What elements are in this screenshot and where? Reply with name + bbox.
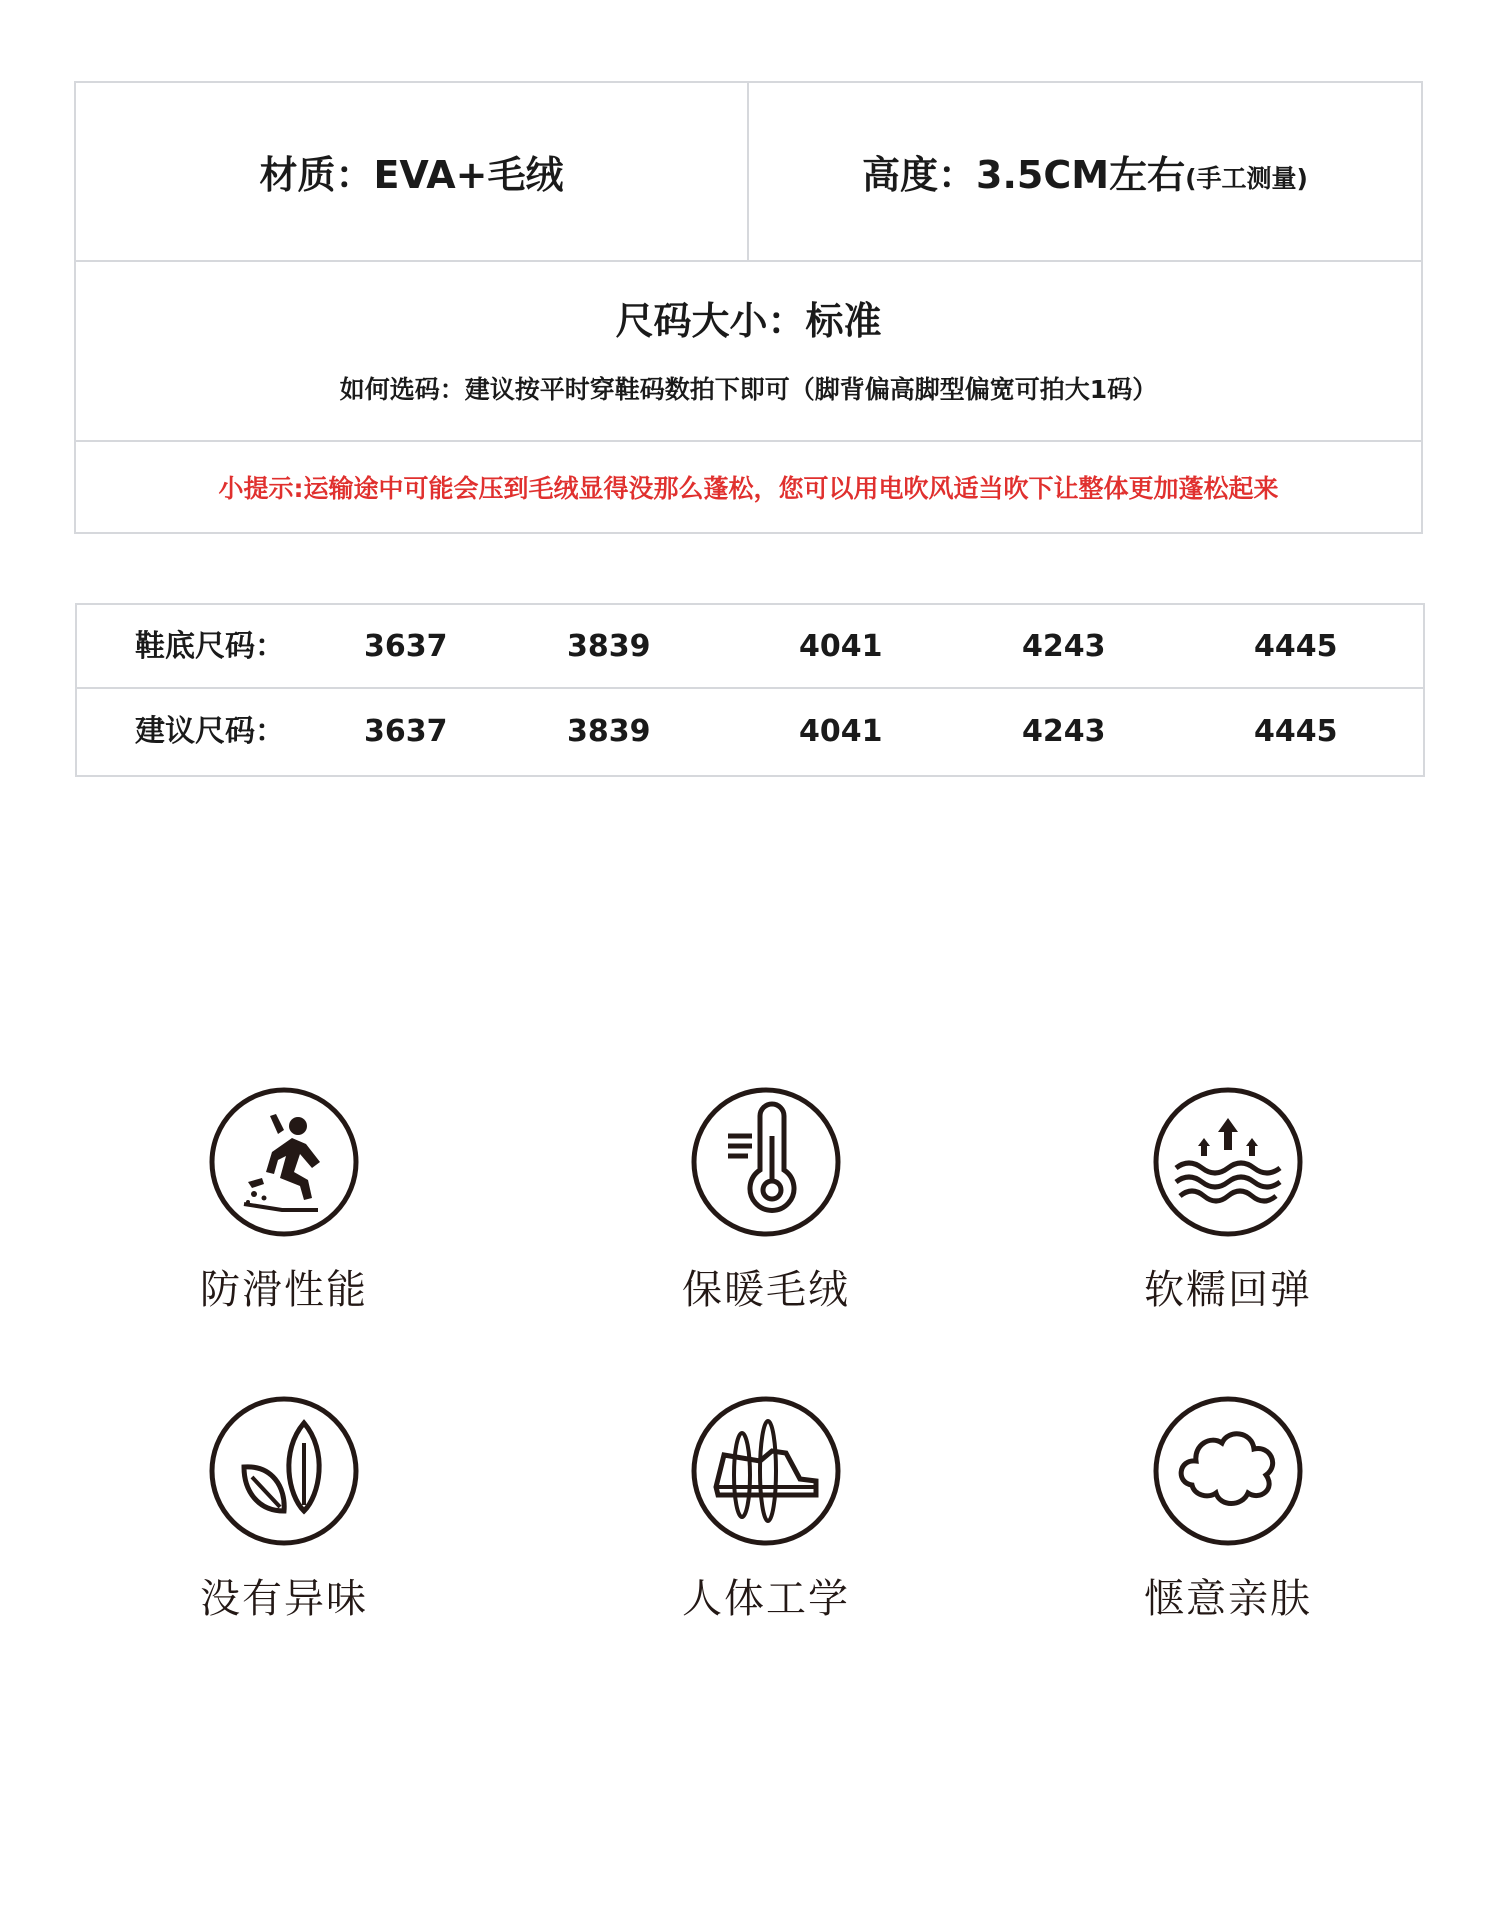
leaves-icon [208,1395,360,1547]
feature-skin-friendly [1078,1395,1378,1624]
thermometer-icon [690,1086,842,1238]
table-cell: 3839 [567,714,651,749]
feature-no-odor [134,1395,434,1624]
size-chart-table [75,603,1425,777]
feature-warm-plush [616,1086,916,1315]
table-row [77,690,1423,774]
height-note: (手工测量) [1185,163,1308,193]
feature-label: 软糯回弹 [1144,1267,1312,1313]
material-text: 材质：EVA+毛绒 [259,153,564,197]
table-cell: 3839 [567,629,651,664]
table-cell: 4243 [1022,714,1106,749]
info-row-warning [76,442,1421,532]
height-text: 高度：3.5CM左右 [862,153,1186,197]
table-cell: 4445 [1254,714,1338,749]
table-row [77,605,1423,689]
table-cell: 4041 [799,714,883,749]
info-row-size [76,262,1421,442]
feature-ergonomic [616,1395,916,1624]
table-cell: 4243 [1022,629,1106,664]
row-label: 建议尺码： [135,714,285,749]
feature-label: 人体工学 [682,1576,850,1622]
height-cell [749,83,1421,260]
info-row-material-height [76,83,1421,262]
table-cell: 4445 [1254,629,1338,664]
slip-figure-icon [208,1086,360,1238]
table-cell: 3637 [364,714,448,749]
warning-text: 小提示:运输途中可能会压到毛绒显得没那么蓬松，您可以用电吹风适当吹下让整体更加蓬松起来 [218,474,1279,503]
feature-label: 防滑性能 [200,1267,368,1313]
row-label: 鞋底尺码： [135,629,285,664]
feature-anti-slip [134,1086,434,1315]
feature-label: 惬意亲肤 [1144,1576,1312,1622]
feature-label: 保暖毛绒 [682,1267,850,1313]
material-cell [76,83,749,260]
size-tip: 如何选码：建议按平时穿鞋码数拍下即可（脚背偏高脚型偏宽可拍大1码） [339,375,1158,404]
cloud-icon [1152,1395,1304,1547]
table-cell: 4041 [799,629,883,664]
shoe-ergonomic-icon [690,1395,842,1547]
size-title: 尺码大小：标准 [615,299,882,343]
rebound-waves-icon [1152,1086,1304,1238]
feature-soft-rebound [1078,1086,1378,1315]
feature-label: 没有异味 [200,1576,368,1622]
table-cell: 3637 [364,629,448,664]
product-info-table [74,81,1423,534]
